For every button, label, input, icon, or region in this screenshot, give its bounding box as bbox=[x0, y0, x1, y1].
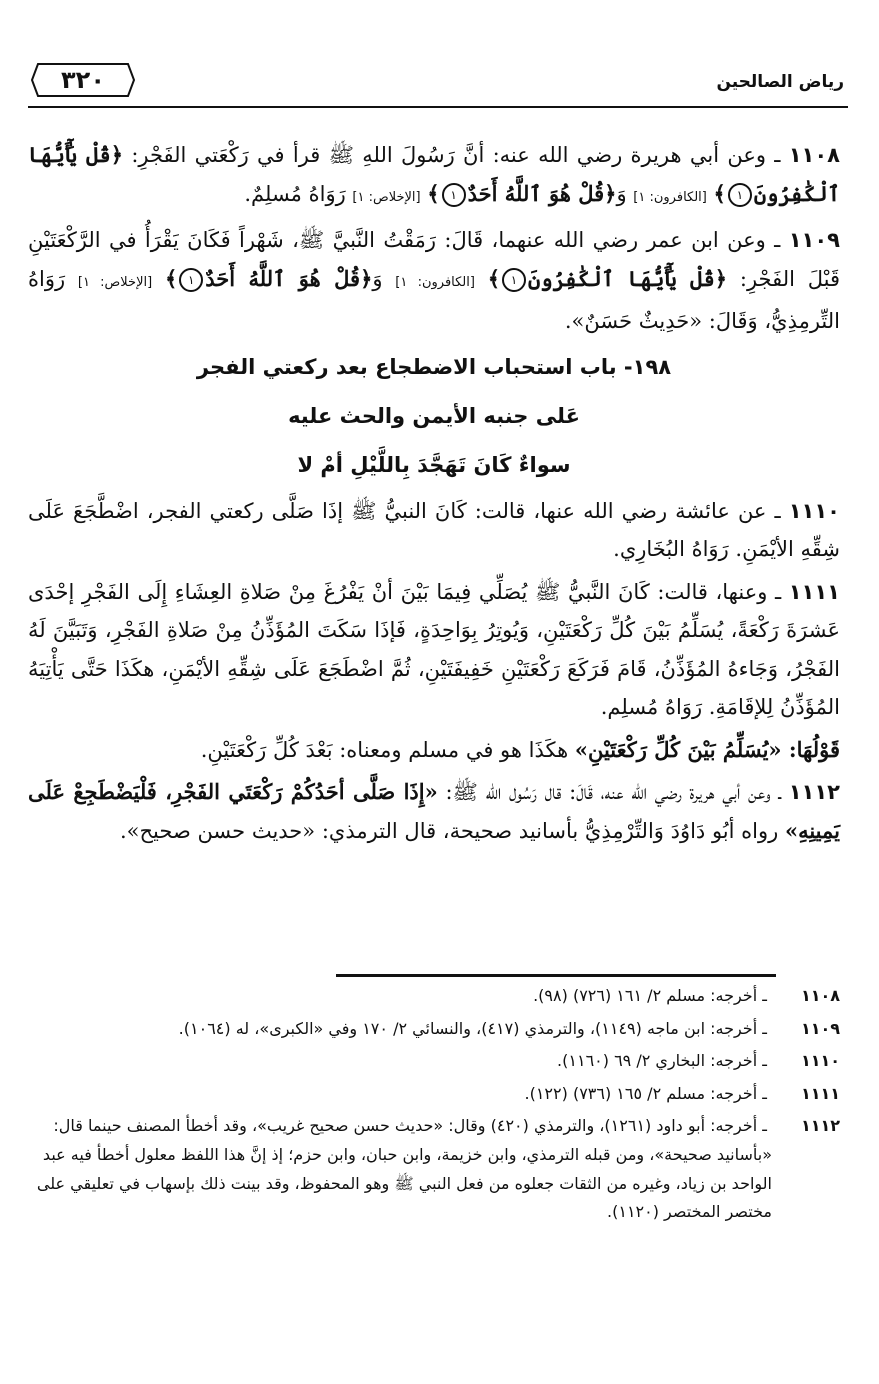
footnote-number: ١١٠٨ bbox=[800, 986, 840, 1005]
hadith-text: رواه أبُو دَاوُدَ وَالتِّرْمِذِيُّ بأسانيد صحيحة، قال الترمذي: «حديث حسن صحيح». bbox=[119, 818, 785, 843]
page-body bbox=[28, 136, 840, 854]
chapter-heading-line-3: سواءٌ كَانَ تَهَجَّدَ بِاللَّيْلِ أمْ لا bbox=[297, 452, 571, 477]
hadith-1108 bbox=[28, 136, 840, 217]
hadith-number: ١١٠٨ bbox=[788, 143, 840, 167]
header-divider bbox=[28, 106, 848, 108]
hadith-number: ١١٠٩ bbox=[788, 228, 840, 252]
verse-number-circle: ١ bbox=[179, 268, 203, 292]
verse-number-circle: ١ bbox=[728, 183, 752, 207]
verse-number-circle: ١ bbox=[442, 183, 466, 207]
verse-bracket: ﴾ bbox=[713, 180, 726, 206]
footnote bbox=[28, 1112, 840, 1226]
footnote bbox=[28, 982, 840, 1011]
note-text: هكَذَا هو في مسلم ومعناه: بَعْدَ كُلِّ رَكْعَتَيْنِ. bbox=[200, 737, 575, 762]
hadith-text: ـ وعن أبي هريرة رضي الله عنه، قَالَ: قال رَسُول الله ﷺ: bbox=[437, 780, 789, 804]
footnote-text: ـ أخرجه: البخاري ٢/ ٦٩ (١١٦٠). bbox=[557, 1051, 772, 1071]
footnote bbox=[28, 1080, 840, 1109]
chapter-heading-line-1: ١٩٨- باب استحباب الاضطجاع بعد ركعتي الفجر bbox=[196, 354, 672, 379]
footnote-number: ١١١١ bbox=[800, 1083, 840, 1103]
verse-reference: [الكافرون: ١] bbox=[633, 189, 707, 205]
hadith-text: ـ وعن أبي هريرة رضي الله عنه: أنَّ رَسُولَ اللهِ ﷺ قرأ في رَكْعَتي الفَجْرِ: bbox=[123, 143, 789, 167]
quran-verse: ﴿قُلْ يَٰٓأَيُّهَا ٱلْكَٰفِرُونَ bbox=[528, 265, 728, 291]
hadith-1109 bbox=[28, 221, 840, 341]
verse-bracket: ﴾ bbox=[164, 265, 178, 291]
chapter-heading-line-2: عَلى جنبه الأيمن والحث عليه bbox=[288, 403, 580, 428]
footnote bbox=[28, 1015, 840, 1044]
quran-verse: ﴿قُلْ هُوَ ٱللَّهُ أَحَدٌ bbox=[467, 180, 617, 206]
note-lead: قَوْلُهَا: bbox=[781, 736, 840, 762]
book-page bbox=[28, 40, 848, 1360]
footnote-number: ١١٠٩ bbox=[800, 1018, 840, 1038]
hadith-number: ١١١٢ bbox=[788, 780, 840, 804]
page-number: ٣٢٠ bbox=[61, 66, 105, 94]
hadith-text: وَ bbox=[616, 181, 634, 206]
footnote-text: ـ أخرجه: مسلم ٢/ ١٦٥ (٧٣٦) (١٢٢). bbox=[524, 1083, 772, 1103]
verse-bracket: ﴾ bbox=[487, 265, 501, 291]
footnote-text: ـ أخرجه: أبو داود (١٢٦١)، والترمذي (٤٢٠) وقال: «حديث حسن صحيح غريب»، وقد أخطأ المصنف حينما قال: «بأسانيد صحيحة»، ومن قبله الترمذي، وابن خزيمة، وابن حبان، وابن حزم؛ إذ إنَّ هذا اللفظ معلول أخطأ فيه عبد الواحد بن زياد، وغيره من الثقات جعلوه من فعل النبي ﷺ وهو المحفوظ، وقد بينت ذلك بإسهاب في تعليقي على مختصر المختصر (١١٢٠). bbox=[36, 1116, 772, 1222]
footnote-number: ١١١٠ bbox=[800, 1051, 840, 1071]
verse-bracket: ﴾ bbox=[427, 180, 440, 206]
hadith-text: ـ وعن ابن عمر رضي الله عنهما، قَالَ: رَمَقْتُ النَّبيَّ ﷺ، شَهْراً فَكَانَ يَقْرَأُ في الرَّكْعَتَيْنِ قَبْلَ الفَجْرِ: bbox=[28, 228, 840, 291]
hadith-number: ١١١٠ bbox=[788, 498, 840, 523]
page-header bbox=[28, 60, 848, 110]
hadith-text: وَ bbox=[372, 266, 396, 291]
hadith-text: رَوَاهُ مُسلِمٌ. bbox=[244, 181, 353, 206]
hadith-1112 bbox=[28, 773, 840, 850]
footnote-text: ـ أخرجه: مسلم ٢/ ١٦١ (٧٢٦) (٩٨). bbox=[533, 986, 772, 1005]
hadith-1111-note bbox=[28, 731, 840, 770]
hadith-1111 bbox=[28, 573, 840, 727]
hadith-number: ١١١١ bbox=[788, 579, 840, 604]
verse-reference: [الكافرون: ١] bbox=[395, 274, 475, 290]
hadith-1110 bbox=[28, 492, 840, 569]
footnote bbox=[28, 1047, 840, 1076]
verse-reference: [الإخلاص: ١] bbox=[352, 189, 421, 205]
verse-reference: [الإخلاص: ١] bbox=[77, 274, 153, 290]
hadith-text: ـ وعنها، قالت: كَانَ النَّبيُّ ﷺ يُصَلِّي فِيمَا بَيْنَ أنْ يَفْرُغَ مِنْ صَلاةِ العِشَاءِ إِلَى الفَجْرِ إحْدَى عَشرَةَ رَكْعَةً، يُسَلِّمُ بَيْنَ كُلِّ رَكْعَتَيْنِ، وَيُوتِرُ بِوَاحِدَةٍ، فَإذَا سَكَتَ المُؤَذِّنُ مِنْ صَلاةِ الفَجْرِ، وَتَبَيَّنَ لَهُ الفَجْرُ، وَجَاءهُ المُؤَذِّنُ، قَامَ فَرَكَعَ رَكْعَتَيْنِ خَفِيفَتَيْنِ، ثُمَّ اضْطَجَعَ عَلَى شِقِّهِ الأيْمَنِ، هكَذَا حَتَّى يَأْتِيَهُ المُؤَذِّنُ لِلإقَامَةِ. رَوَاهُ مُسلِم. bbox=[28, 579, 840, 719]
book-title: رياض الصالحين bbox=[716, 72, 844, 92]
footnote-divider bbox=[336, 974, 776, 977]
footnote-text: ـ أخرجه: ابن ماجه (١١٤٩)، والترمذي (٤١٧)، والنسائي ٢/ ١٧٠ وفي «الكبرى»، له (١٠٦٤). bbox=[178, 1018, 772, 1038]
footnotes bbox=[28, 982, 840, 1231]
hadith-text: رَوَاهُ التِّرمِذِيُّ، وَقَالَ: «حَدِيثٌ حَسَنٌ». bbox=[28, 266, 840, 333]
hadith-text: ـ عن عائشة رضي الله عنها، قالت: كَانَ النبيُّ ﷺ إذَا صَلَّى ركعتي الفجر، اضْطَّجَعَ عَلَى شِقِّهِ الأيْمَنِ. رَوَاهُ البُخَارِي. bbox=[28, 498, 840, 561]
note-quote: «يُسَلِّمُ بَيْنَ كُلِّ رَكْعَتَيْنِ» bbox=[574, 736, 782, 762]
hadith-quote: «إِذَا صَلَّى أحَدُكُمْ رَكْعَتَي الفَجْرِ، فَلْيَضْطَجِعْ عَلَى يَمِينِهِ» bbox=[28, 779, 840, 843]
verse-number-circle: ١ bbox=[502, 268, 526, 292]
quran-verse: ﴿قُلْ هُوَ ٱللَّهُ أَحَدٌ bbox=[205, 265, 373, 291]
quran-verse: ﴿قُلْ يَٰٓأَيُّهَا ٱلْكَٰفِرُونَ bbox=[28, 142, 840, 206]
footnote-number: ١١١٢ bbox=[800, 1116, 840, 1136]
